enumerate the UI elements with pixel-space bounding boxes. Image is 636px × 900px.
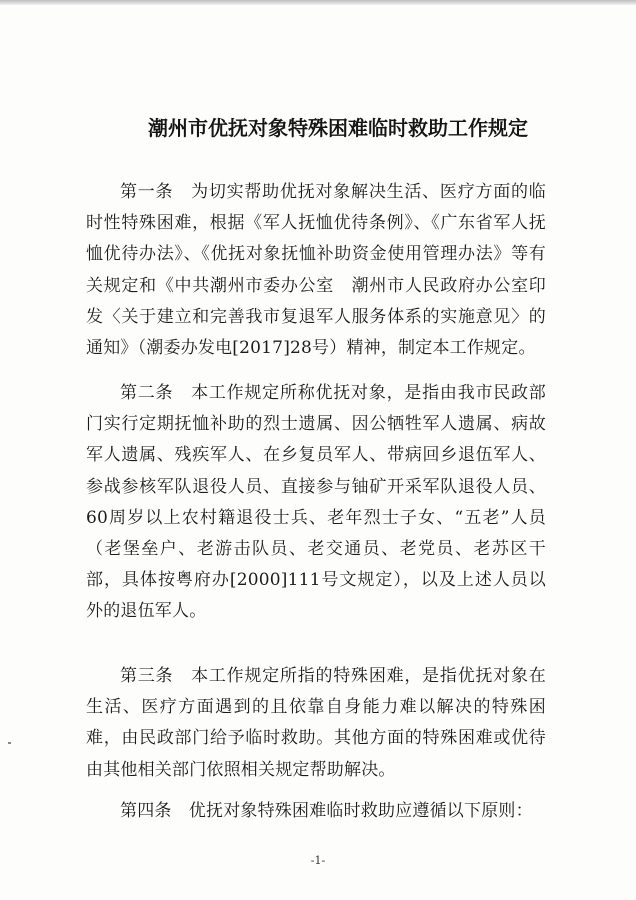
page-number: -1- [310, 854, 326, 867]
scan-speck [8, 742, 11, 744]
article-3-paragraph: 第三条 本工作规定所指的特殊困难，是指优抚对象在生活、医疗方面遇到的且依靠自身能力难以解决的特殊困难，由民政部门给予临时救助。其他方面的特殊困难或优待由其他相关部门依照相关规定帮助解决。 [86, 666, 546, 780]
article-4-paragraph: 第四条 优抚对象特殊困难临时救助应遵循以下原则： [120, 801, 533, 821]
article-2-paragraph: 第二条 本工作规定所称优抚对象，是指由我市民政部门实行定期抚恤补助的烈士遗属、因公牺牲军人遗属、病故军人遗属、残疾军人、在乡复员军人、带病回乡退伍军人、参战参核军队退役人员、直接参与铀矿开采军队退役人员、60周岁以上农村籍退役士兵、老年烈士子女、“五老”人员（老堡垒户、老游击队员、老交通员、老党员、老苏区干部，具体按粤府办[2000]111号文规定），以及上述人员以外的退伍军人。 [86, 383, 546, 622]
document-title: 潮州市优抚对象特殊困难临时救助工作规定 [148, 116, 528, 140]
article-1-paragraph: 第一条 为切实帮助优抚对象解决生活、医疗方面的临时性特殊困难，根据《军人抚恤优待条例》、《广东省军人抚恤优待办法》、《优抚对象抚恤补助资金使用管理办法》等有关规定和《中共潮州市委办公室 潮州市人民政府办公室印发〈关于建立和完善我市复退军人服务体系的实施意见〉的通知》（潮委办发电[2017]28号）精神，制定本工作规定。 [86, 182, 546, 359]
scan-top-edge [0, 0, 636, 5]
